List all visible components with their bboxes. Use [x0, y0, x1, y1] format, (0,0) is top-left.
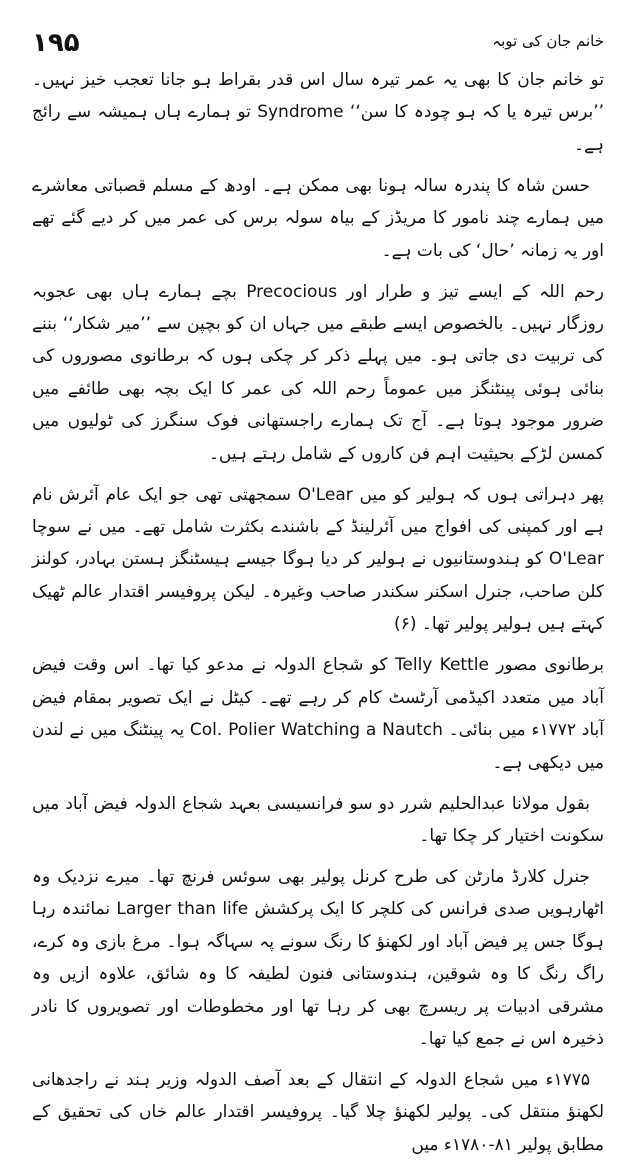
paragraph-4: پھر دہراتی ہوں کہ ہولیر کو میں O'Lear سمجھتی تھی جو ایک عام آئرش نام ہے اور کمپنی کی افواج میں آئرلینڈ کے باشندے بکثرت شامل تھے۔ میں نے سوچا O'Lear کو ہندوستانیوں نے ہولیر کر دیا ہوگا جیسے ہیسٹنگز ہستن بہادر، کولنز کلن صاحب، جنرل اسکنر سکندر صاحب وغیرہ۔ لیکن پروفیسر اقتدار عالم ٹھیک کہتے ہیں ہولیر پولیر تھا۔ (۶) — [32, 484, 604, 635]
paragraph-8: ۱۷۷۵ء میں شجاع الدولہ کے انتقال کے بعد آصف الدولہ وزیر ہند نے راجدھانی لکھنؤ منتقل کی۔ پولیر لکھنؤ چلا گیا۔ پروفیسر اقتدار عالم خاں کی تحقیق کے مطابق پولیر ۸۱-۱۷۸۰ء میں — [32, 1069, 604, 1155]
paragraph-5: برطانوی مصور Telly Kettle کو شجاع الدولہ نے مدعو کیا تھا۔ اس وقت فیض آباد میں متعدد اکیڈمی آرٹسٹ کام کر رہے تھے۔ کیٹل نے ایک تصویر بمقام فیض آباد ۱۷۷۲ء میں بنائی۔ Col. Polier Watching a Nautch یہ پینٹنگ میں نے لندن میں دیکھی ہے۔ — [32, 655, 605, 773]
paragraph-1: تو خانم جان کا بھی یہ عمر تیرہ سال اس قدر بقراط ہو جانا تعجب خیز نہیں۔ ’’برس تیرہ یا کہ ہو چودہ کا سن‘‘ Syndrome تو ہمارے ہاں ہمیشہ سے رائج ہے۔ — [32, 70, 604, 155]
running-title: خانم جان کی توبہ — [492, 32, 604, 50]
page-header — [32, 22, 604, 62]
body-text — [32, 64, 604, 1170]
page-number: ۱۹۵ — [32, 28, 80, 58]
paragraph-2: حسن شاہ کا پندرہ سالہ ہونا بھی ممکن ہے۔ اودھ کے مسلم قصباتی معاشرے میں ہمارے چند نامور کا مریڈز کے بیاہ سولہ برس کی عمر میں کر دیے گئے تھے اور یہ زمانہ ’حال‘ کی بات ہے۔ — [32, 175, 604, 261]
paragraph-7: جنرل کلارڈ مارٹن کی طرح کرنل پولیر بھی سوئس فرنچ تھا۔ میرے نزدیک وہ اٹھارہویں صدی فرانس کی کلچر کا ایک پرکشش Larger than life نمائندہ رہا ہوگا جس پر فیض آباد اور لکھنؤ کا رنگ سونے پہ سہاگہ ہوا۔ مرغ بازی وہ کرے، راگ رنگ کا وہ شوقین، ہندوستانی فنون لطیفہ کا وہ شائق، علاوہ ازیں وہ مشرقی ادبیات پر ریسرچ بھی کر رہا تھا اور مخطوطات اور تصویروں کا نادر ذخیرہ اس نے جمع کیا تھا۔ — [32, 866, 604, 1049]
paragraph-3: رحم اللہ کے ایسے تیز و طرار اور Precocious بچے ہمارے ہاں بھی عجوبہ روزگار نہیں۔ بالخصوص ایسے طبقے میں جہاں ان کو بچپن سے ’’میر شکار‘‘ بننے کی تربیت دی جاتی ہو۔ میں پہلے ذکر کر چکی ہوں کہ برطانوی مصوروں کی بنائی ہوئی پینٹنگز میں عموماً رحم اللہ کی عمر کا ایک بچہ بھی طائفے میں ضرور موجود ہوتا ہے۔ آج تک ہمارے راجستھانی فوک سنگرز کی ٹولیوں میں کمسن لڑکے بحیثیت اہم فن کاروں کے شامل رہتے ہیں۔ — [32, 281, 604, 464]
paragraph-6: بقول مولانا عبدالحلیم شرر دو سو فرانسیسی بعہد شجاع الدولہ فیض آباد میں سکونت اختیار کر چکا تھا۔ — [32, 793, 604, 846]
